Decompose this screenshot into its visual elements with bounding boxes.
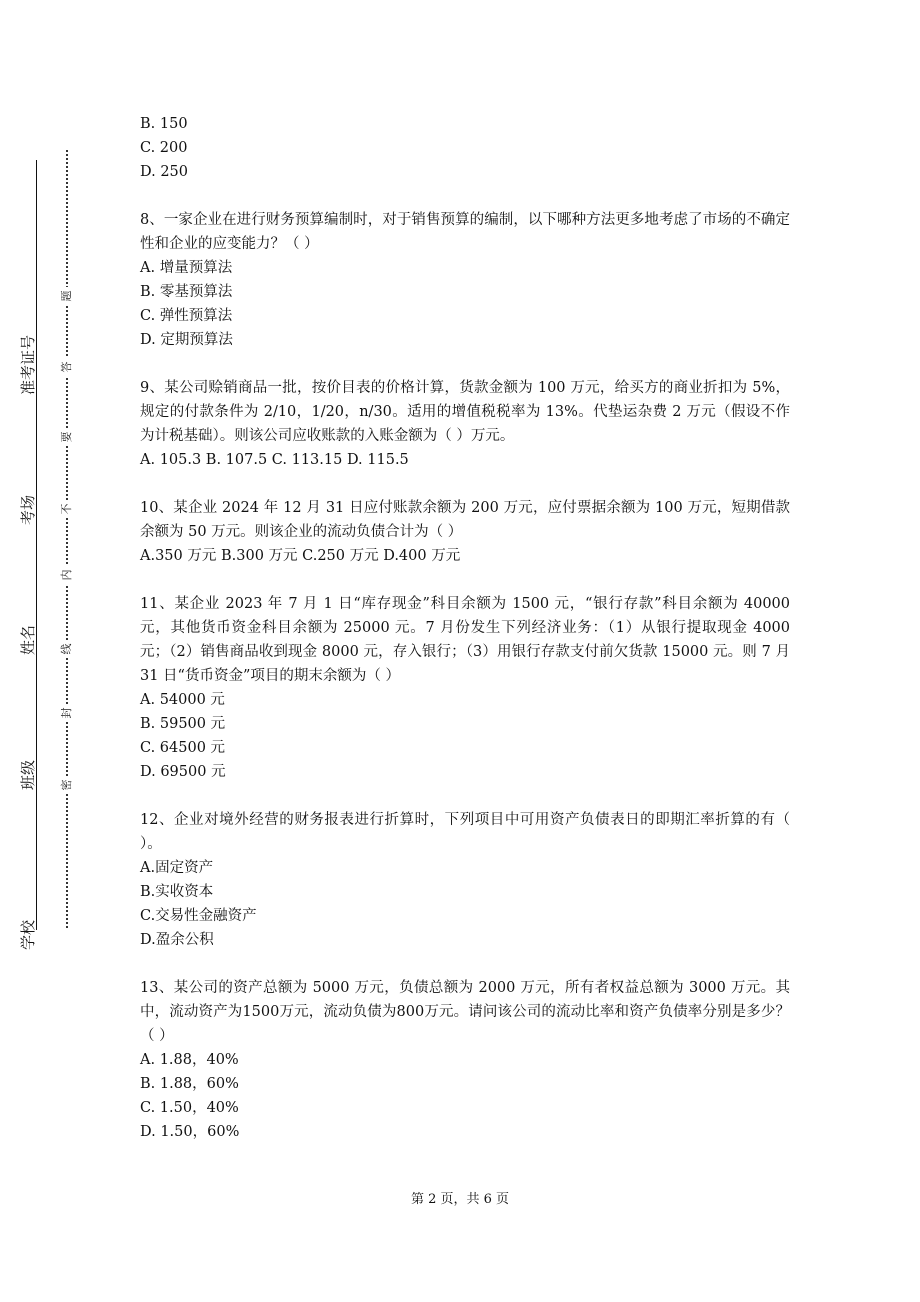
option: D. 69500 元 bbox=[140, 764, 226, 780]
field-name: 姓名 bbox=[19, 624, 37, 655]
option: A. 54000 元 bbox=[140, 692, 225, 708]
option: D. 定期预算法 bbox=[140, 332, 233, 348]
option: D.盈余公积 bbox=[140, 932, 214, 948]
seal-char: 要 bbox=[58, 428, 76, 446]
option: D. 1.50，60% bbox=[140, 1124, 240, 1140]
option: B. 59500 元 bbox=[140, 716, 226, 732]
option: C. 1.50，40% bbox=[140, 1100, 239, 1116]
exam-content bbox=[140, 112, 790, 1168]
binding-line bbox=[36, 160, 37, 930]
seal-char: 内 bbox=[58, 566, 76, 584]
option: D. 250 bbox=[140, 164, 189, 180]
option: C. 64500 元 bbox=[140, 740, 226, 756]
seal-char: 题 bbox=[58, 287, 76, 305]
option: B. 零基预算法 bbox=[140, 284, 233, 300]
option: C. 弹性预算法 bbox=[140, 308, 233, 324]
option: A. 105.3 B. 107.5 C. 113.15 D. 115.5 bbox=[140, 452, 409, 468]
seal-char: 封 bbox=[58, 704, 76, 722]
question-9 bbox=[140, 376, 790, 472]
seal-dotted-line bbox=[66, 150, 68, 928]
binding-margin bbox=[0, 0, 110, 1302]
option: A. 1.88，40% bbox=[140, 1052, 239, 1068]
previous-question-options bbox=[140, 112, 790, 184]
option: C.交易性金融资产 bbox=[140, 908, 257, 924]
question-12 bbox=[140, 808, 790, 952]
question-11 bbox=[140, 592, 790, 784]
page-footer: 第 2 页，共 6 页 bbox=[410, 1192, 510, 1207]
question-8 bbox=[140, 208, 790, 352]
option: B. 150 bbox=[140, 116, 188, 132]
question-stem: 10、某企业 2024 年 12 月 31 日应付账款余额为 200 万元，应付票据余额为 100 万元，短期借款余额为 50 万元。则该企业的流动负债合计为（ ） bbox=[140, 500, 790, 540]
question-13 bbox=[140, 976, 790, 1144]
option: A.固定资产 bbox=[140, 860, 214, 876]
option: C. 200 bbox=[140, 140, 188, 156]
question-stem: 11、某企业 2023 年 7 月 1 日“库存现金”科目余额为 1500 元，“银行存款”科目余额为 40000 元，其他货币资金科目余额为 25000 元。7 月份发生下列经济业务：（1）从银行提取现金 4000 元；（2）销售商品收到现金 8000 元，存入银行；（3）用银行存款支付前欠货款 15000 元。则 7 月 31 日“货币资金”项目的期末余额为（ ） bbox=[140, 596, 790, 684]
option: A. 增量预算法 bbox=[140, 260, 233, 276]
field-exam-room: 考场 bbox=[19, 494, 37, 525]
question-stem: 13、某公司的资产总额为 5000 万元，负债总额为 2000 万元，所有者权益总额为 3000 万元。其中，流动资产为1500万元，流动负债为800万元。请问该公司的流动比率和资产负债率分别是多少？（ ） bbox=[140, 980, 790, 1044]
question-10 bbox=[140, 496, 790, 568]
seal-char: 不 bbox=[58, 500, 76, 518]
field-school: 学校 bbox=[19, 919, 37, 950]
field-class: 班级 bbox=[19, 759, 37, 790]
seal-char: 密 bbox=[58, 776, 76, 794]
question-stem: 9、某公司赊销商品一批，按价目表的价格计算，货款金额为 100 万元，给买方的商业折扣为 5%，规定的付款条件为 2/10，1/20，n/30。适用的增值税税率为 13%。代垫运杂费 2 万元（假设不作为计税基础）。则该公司应收账款的入账金额为（ ）万元。 bbox=[140, 380, 790, 444]
option: B. 1.88，60% bbox=[140, 1076, 239, 1092]
field-ticket-number: 准考证号 bbox=[19, 334, 37, 395]
option: B.实收资本 bbox=[140, 884, 214, 900]
seal-char: 答 bbox=[58, 358, 76, 376]
question-stem: 12、企业对境外经营的财务报表进行折算时，下列项目中可用资产负债表日的即期汇率折算的有（ ）。 bbox=[140, 812, 790, 852]
seal-char: 线 bbox=[58, 640, 76, 658]
option: A.350 万元 B.300 万元 C.250 万元 D.400 万元 bbox=[140, 548, 461, 564]
question-stem: 8、一家企业在进行财务预算编制时，对于销售预算的编制，以下哪种方法更多地考虑了市场的不确定性和企业的应变能力？（ ） bbox=[140, 212, 790, 252]
